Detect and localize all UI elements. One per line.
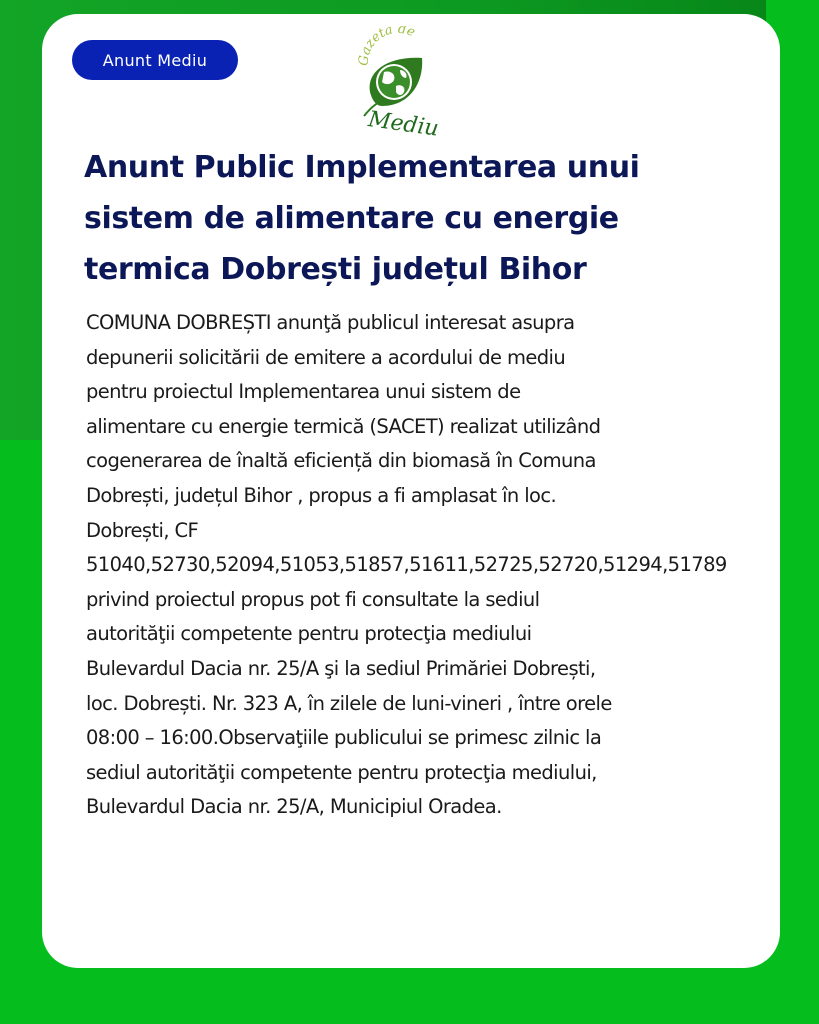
category-badge[interactable] <box>72 40 238 80</box>
logo-bottom-text: Mediu <box>366 107 441 136</box>
body-line: Bulevardul Dacia nr. 25/A, Municipiul Oradea. <box>86 795 502 819</box>
title-line: termica Dobrești județul Bihor <box>84 252 587 287</box>
body-line: Dobrești, județul Bihor , propus a fi amplasat în loc. <box>86 483 557 507</box>
body-line: sediul autorităţii competente pentru protecţia mediului, <box>86 760 597 784</box>
category-badge-label: Anunt Mediu <box>102 50 208 70</box>
body-line: alimentare cu energie termică (SACET) realizat utilizând <box>86 414 601 438</box>
body-line: pentru proiectul Implementarea unui sistem de <box>86 380 521 404</box>
title-line: Anunt Public Implementarea unui <box>84 150 640 185</box>
body-line: privind proiectul propus pot fi consultate la sediul <box>86 587 540 611</box>
body-line: autorităţii competente pentru protecţia mediului <box>86 622 532 646</box>
globe-leaf-logo-icon <box>352 26 442 136</box>
body-line: cogenerarea de înaltă eficiență din biomasă în Comuna <box>86 449 596 473</box>
title-line: sistem de alimentare cu energie <box>84 201 619 236</box>
body-line: Bulevardul Dacia nr. 25/A şi la sediul Primăriei Dobrești, <box>86 656 596 680</box>
body-line: 51040,52730,52094,51053,51857,51611,52725,52720,51294,51789 <box>86 553 727 577</box>
announcement-card <box>42 14 780 968</box>
announcement-body <box>86 306 776 825</box>
announcement-title <box>84 142 744 295</box>
logo-top-text: Gazeta de <box>356 26 418 67</box>
body-line: loc. Dobrești. Nr. 323 A, în zilele de luni-vineri , între orele <box>86 691 612 715</box>
body-line: Dobrești, CF <box>86 518 199 542</box>
body-line: depunerii solicitării de emitere a acordului de mediu <box>86 345 566 369</box>
gazeta-de-mediu-logo <box>352 26 442 136</box>
body-line: COMUNA DOBREȘTI anunţă publicul interesat asupra <box>86 311 575 334</box>
body-line: 08:00 – 16:00.Observaţiile publicului se primesc zilnic la <box>86 726 602 750</box>
